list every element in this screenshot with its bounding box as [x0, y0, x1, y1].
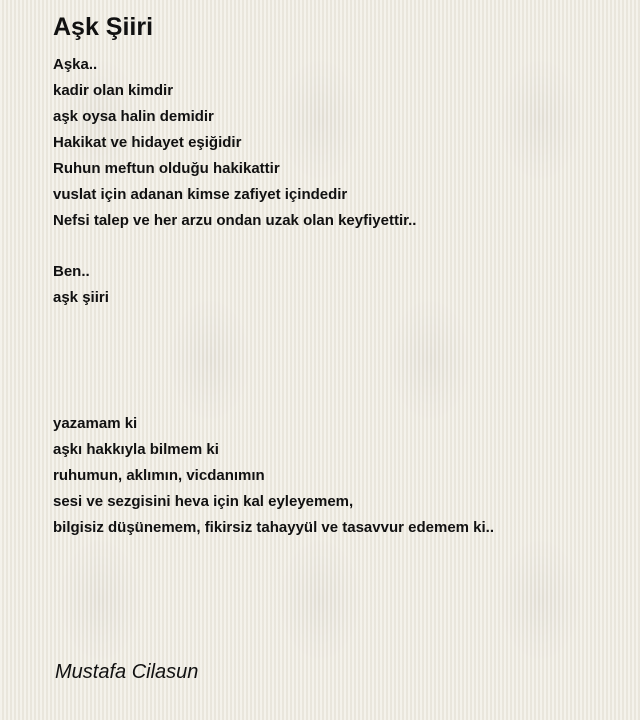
poem-line: Aşka..	[53, 56, 98, 73]
poem-line: Ben..	[53, 263, 90, 280]
poem-title: Aşk Şiiri	[53, 13, 154, 41]
poem-line: Nefsi talep ve her arzu ondan uzak olan keyfiyettir..	[53, 212, 417, 229]
stanza	[53, 52, 416, 234]
poem-line: vuslat için adanan kimse zafiyet içindedir	[53, 186, 348, 203]
poem-line: Hakikat ve hidayet eşiğidir	[53, 134, 242, 151]
poem-line: kadir olan kimdir	[53, 82, 174, 99]
stanza	[53, 259, 109, 311]
poem-line: aşkı hakkıyla bilmem ki	[53, 441, 219, 458]
poem-line: ruhumun, aklımın, vicdanımın	[53, 467, 265, 484]
poem-author: Mustafa Cilasun	[55, 661, 199, 683]
poem-line: sesi ve sezgisini heva için kal eyleyemem,	[53, 493, 354, 510]
poem-line: yazamam ki	[53, 415, 138, 432]
poem-line: Ruhun meftun olduğu hakikattir	[53, 160, 280, 177]
poem-line: aşk oysa halin demidir	[53, 108, 214, 125]
stanza	[53, 411, 494, 541]
poem-line: bilgisiz düşünemem, fikirsiz tahayyül ve tasavvur edemem ki..	[53, 519, 495, 536]
poem-line: aşk şiiri	[53, 289, 109, 306]
